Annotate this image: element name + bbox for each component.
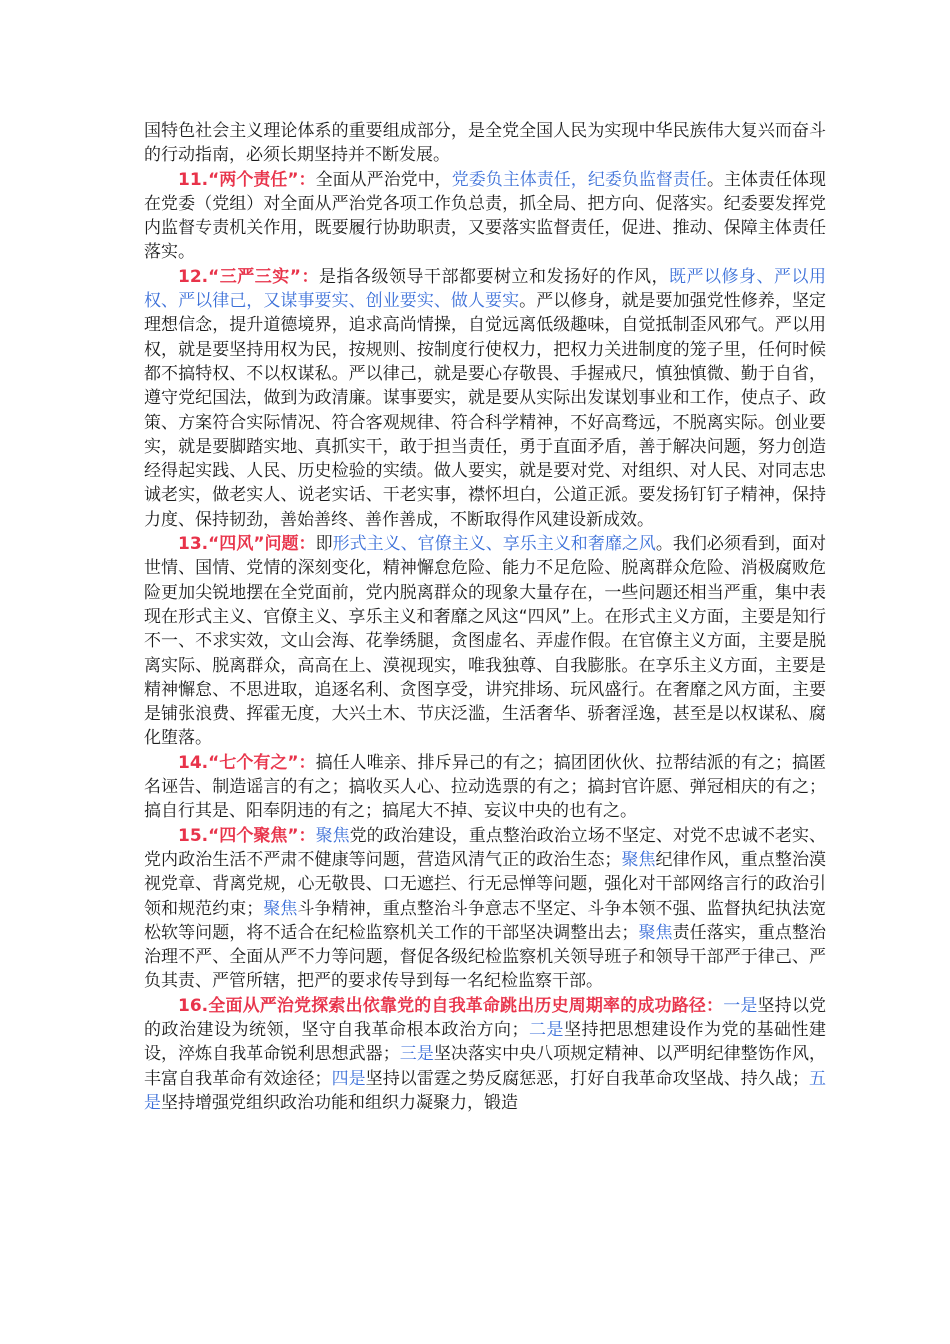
section-heading: 14.“七个有之”： — [178, 752, 316, 773]
section-heading: 16.全面从严治党探索出依靠党的自我革命跳出历史周期率的成功路径： — [178, 995, 724, 1016]
paragraph-11-two-responsibilities — [144, 168, 826, 265]
paragraph-text: 党的政治建设，重点整治政治立场不坚定、对党不忠诚不老实、党内政治生活不严肃不健康等问题，营造风清气正的政治生态； — [144, 825, 827, 870]
highlight-text: 聚焦 — [638, 922, 673, 943]
highlight-text: 一是 — [723, 995, 758, 1016]
paragraph-text: 坚持以雷霆之势反腐惩恶，打好自我革命攻坚战、持久战； — [365, 1068, 809, 1089]
section-heading: 13.“四风”问题： — [178, 534, 316, 555]
paragraph-text: 国特色社会主义理论体系的重要组成部分，是全党全国人民为实现中华民族伟大复兴而奋斗的行动指南，必须长期坚持并不断发展。 — [144, 121, 826, 166]
highlight-text: 聚焦 — [315, 825, 350, 846]
paragraph-text: 是指各级领导干部都要树立和发扬好的作风， — [318, 266, 669, 287]
highlight-text: 既严以修身、严以用权、严以律己，又谋事要实、创业要实、做人要实 — [144, 266, 827, 312]
paragraph-text: 搞任人唯亲、排斥异己的有之；搞团团伙伙、拉帮结派的有之；搞匿名诬告、制造谣言的有之；搞收买人心、拉动选票的有之；搞封官许愿、弹冠相庆的有之；搞自行其是、阳奉阴违的有之；搞尾大不掉、妄议中央的也有之。 — [144, 752, 827, 822]
paragraph-16-success-path — [144, 994, 826, 1115]
paragraph-text: 。严以修身，就是要加强党性修养，坚定理想信念，提升道德境界，追求高尚情操，自觉远离低级趣味，自觉抵制歪风邪气。严以用权，就是要坚持用权为民，按规则、按制度行使权力，把权力关进制度的笼子里，任何时候都不搞特权、不以权谋私。严以律己，就是要心存敬畏、手握戒尺，慎独慎微、勤于自省，遵守党纪国法，做到为政清廉。谋事要实，就是要从实际出发谋划事业和工作，使点子、政策、方案符合实际情况、符合客观规律、符合科学精神，不好高骛远，不脱离实际。创业要实，就是要脚踏实地、真抓实干，敢于担当责任，勇于直面矛盾，善于解决问题，努力创造经得起实践、人民、历史检验的实绩。做人要实，就是要对党、对组织、对人民、对同志忠诚老实，做老实人、说老实话、干老实事，襟怀坦白，公道正派。要发扬钉钉子精神，保持力度、保持韧劲，善始善终、善作善成，不断取得作风建设新成效。 — [144, 291, 827, 530]
paragraph-12-three-stricts — [144, 265, 826, 532]
paragraph-15-four-focuses — [144, 824, 826, 994]
section-heading: 11.“两个责任”： — [178, 169, 316, 190]
highlight-text: 党委负主体责任，纪委负监督责任 — [451, 169, 707, 190]
paragraph-text: 责任落实，重点整治治理不严、全面从严不力等问题，督促各级纪检监察机关领导班子和领导干部严于律己、严负其责、严管所辖，把严的要求传导到每一名纪检监察干部。 — [144, 922, 827, 992]
paragraph-14-seven-haves — [144, 751, 826, 824]
paragraph-text: 坚决落实中央八项规定精神、以严明纪律整饬作风，丰富自我革命有效途径； — [144, 1044, 827, 1089]
highlight-text: 聚焦 — [621, 849, 656, 870]
paragraph-text: 即 — [315, 534, 333, 555]
paragraph-text: 纪律作风，重点整治漠视党章、背离党规，心无敬畏、口无遮拦、行无忌惮等问题，强化对干部网络言行的政治引领和规范约束； — [144, 849, 827, 919]
section-heading: 15.“四个聚焦”： — [178, 825, 316, 846]
section-heading: 12.“三严三实”： — [178, 266, 319, 287]
paragraph-text: 坚持以党的政治建设为统领，坚守自我革命根本政治方向； — [144, 995, 827, 1040]
paragraph-text: 全面从严治党中， — [315, 169, 452, 190]
highlight-text: 形式主义、官僚主义、享乐主义和奢靡之风 — [332, 534, 656, 555]
paragraph-text: 斗争精神，重点整治斗争意志不坚定、斗争本领不强、监督执纪执法宽松软等问题，将不适合在纪检监察机关工作的干部坚决调整出去； — [144, 898, 827, 943]
highlight-text: 四是 — [331, 1068, 366, 1089]
highlight-text: 五是 — [144, 1068, 827, 1113]
paragraph-text: 坚持把思想建设作为党的基础性建设，淬炼自我革命锐利思想武器； — [144, 1019, 826, 1065]
highlight-text: 二是 — [528, 1019, 564, 1040]
highlight-text: 聚焦 — [263, 898, 298, 919]
paragraph-text: 坚持增强党组织政治功能和组织力凝聚力，锻造 — [161, 1092, 518, 1113]
paragraph-continuation — [144, 119, 826, 168]
paragraph-13-four-winds — [144, 532, 826, 751]
paragraph-text: 。主体责任体现在党委（党组）对全面从严治党各项工作负总责，抓全局、把方向、促落实。纪委要发挥党内监督专责机关作用，既要履行协助职责，又要落实监督责任，促进、推动、保障主体责任落实。 — [144, 169, 827, 263]
paragraph-text: 。我们必须看到，面对世情、国情、党情的深刻变化，精神懈怠危险、能力不足危险、脱离群众危险、消极腐败危险更加尖锐地摆在全党面前，党内脱离群众的现象大量存在，一些问题还相当严重，集中表现在形式主义、官僚主义、享乐主义和奢靡之风这“四风”上。在形式主义方面，主要是知行不一、不求实效，文山会海、花拳绣腿，贪图虚名、弄虚作假。在官僚主义方面，主要是脱离实际、脱离群众，高高在上、漠视现实，唯我独尊、自我膨胀。在享乐主义方面，主要是精神懈怠、不思进取，追逐名利、贪图享受，讲究排场、玩风盛行。在奢靡之风方面，主要是铺张浪费、挥霍无度，大兴土木、节庆泛滥，生活奢华、骄奢淫逸，甚至是以权谋私、腐化堕落。 — [144, 534, 827, 749]
highlight-text: 三是 — [399, 1044, 434, 1065]
